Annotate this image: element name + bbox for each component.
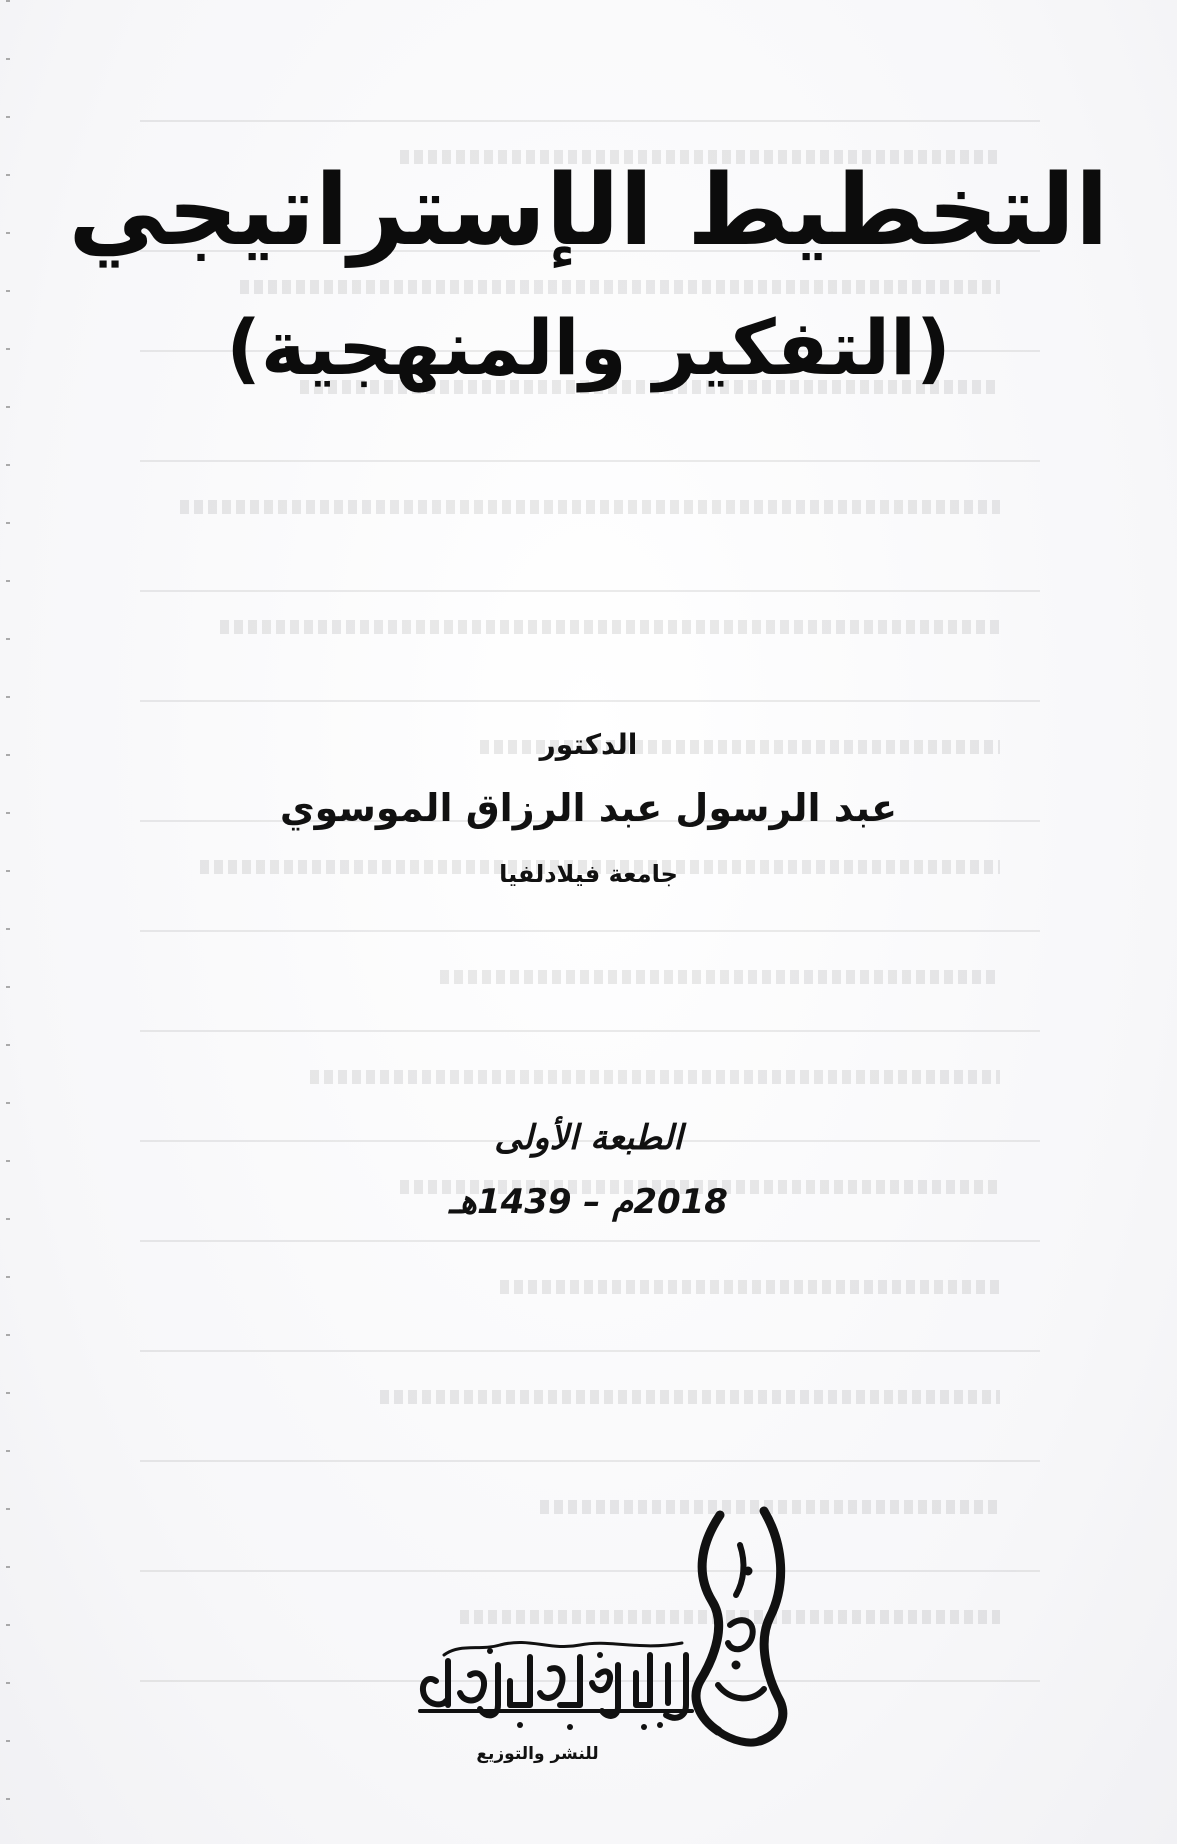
- author-university: جامعة فيلادلفيا: [499, 860, 678, 888]
- publication-date: 2018م – 1439هـ: [449, 1182, 728, 1222]
- book-title: التخطيط الإستراتيجي: [68, 154, 1109, 268]
- publisher-logo: [400, 1505, 790, 1765]
- edition-label: الطبعة الأولى: [494, 1118, 683, 1158]
- author-name: عبد الرسول عبد الرزاق الموسوي: [279, 786, 898, 830]
- publisher-logo-graphic: [400, 1505, 790, 1765]
- binding-edge-marks: [6, 0, 10, 1844]
- publisher-tagline: للنشر والتوزيع: [476, 1744, 599, 1764]
- book-subtitle: (التفكير والمنهجية): [226, 303, 951, 392]
- author-academic-title: الدكتور: [539, 728, 638, 761]
